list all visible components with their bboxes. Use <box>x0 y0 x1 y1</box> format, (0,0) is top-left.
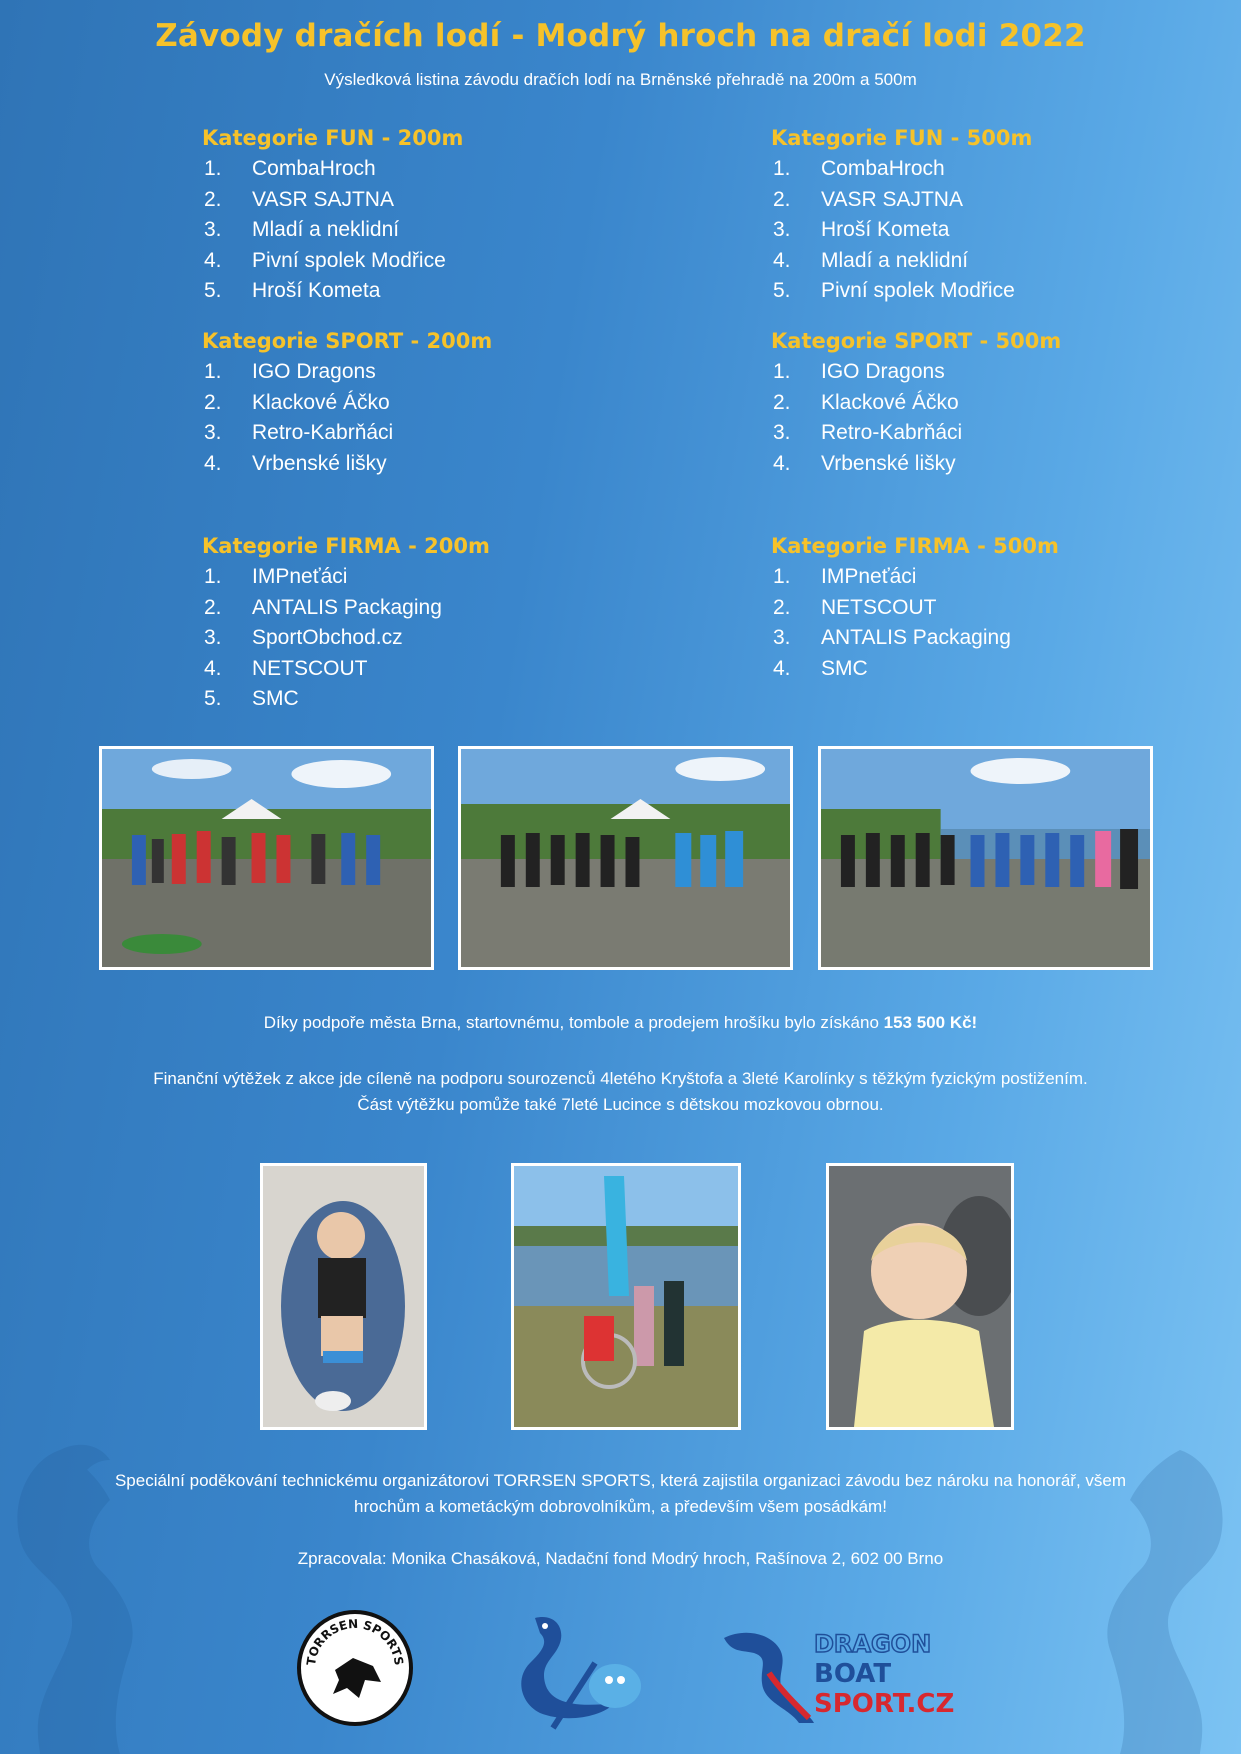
result-row <box>202 185 642 216</box>
support-sentence: Díky podpoře města Brna, startovnému, tombole a prodejem hrošíku bylo získáno <box>263 1013 884 1032</box>
team-name: CombaHroch <box>252 157 376 180</box>
rank: 5. <box>204 279 222 302</box>
team-name: IGO Dragons <box>821 360 945 383</box>
result-row <box>771 246 1211 277</box>
result-row <box>771 654 1211 685</box>
child-photo-girl <box>826 1163 1014 1430</box>
result-row <box>771 562 1211 593</box>
team-name: Vrbenské lišky <box>821 451 956 475</box>
team-name: IGO Dragons <box>252 360 376 383</box>
rank: 2. <box>204 390 222 414</box>
rank: 4. <box>773 248 791 272</box>
rank: 2. <box>204 595 222 619</box>
team-name: NETSCOUT <box>821 595 937 619</box>
rank: 5. <box>204 687 222 710</box>
result-row <box>202 684 642 715</box>
rank: 1. <box>204 157 222 180</box>
raised-amount: 153 500 Kč! <box>883 1013 978 1032</box>
result-row <box>202 154 642 185</box>
result-row <box>771 593 1211 624</box>
category-fun-200m <box>202 124 642 307</box>
team-name: Hroší Kometa <box>821 218 950 241</box>
result-row <box>771 418 1211 449</box>
category-title: Kategorie SPORT - 200m <box>202 329 493 353</box>
rank: 1. <box>204 565 222 588</box>
team-name: Mladí a neklidní <box>821 248 969 272</box>
results-list <box>202 562 642 715</box>
rank: 3. <box>773 626 791 649</box>
category-firma-500m <box>771 532 1211 684</box>
team-name: CombaHroch <box>821 157 945 180</box>
proceeds-line-1: Finanční výtěžek z akce jde cíleně na podporu sourozenců 4letého Kryštofa a 3leté Karolínky s těžkým fyzickým postižením. <box>153 1069 1088 1088</box>
result-row <box>202 388 642 419</box>
result-row <box>202 562 642 593</box>
team-name: VASR SAJTNA <box>252 187 394 211</box>
team-name: VASR SAJTNA <box>821 187 963 211</box>
rank: 3. <box>204 421 222 444</box>
team-name: SportObchod.cz <box>252 626 403 649</box>
team-name: Hroší Kometa <box>252 279 381 302</box>
result-row <box>202 623 642 654</box>
rank: 4. <box>204 451 222 475</box>
support-text <box>60 1010 1181 1036</box>
group-photo-1 <box>99 746 434 970</box>
team-name: SMC <box>821 656 868 680</box>
result-row <box>202 449 642 480</box>
child-photo-boy <box>260 1163 427 1430</box>
result-row <box>202 215 642 246</box>
result-row <box>202 593 642 624</box>
result-row <box>771 215 1211 246</box>
category-firma-200m <box>202 532 642 715</box>
thanks-line-2: hrochům a kometáckým dobrovolníkům, a především všem posádkám! <box>354 1497 887 1516</box>
team-name: IMPneťáci <box>252 565 348 588</box>
dbs-logo-line3: SPORT.CZ <box>814 1689 954 1719</box>
category-title: Kategorie FIRMA - 500m <box>771 534 1059 558</box>
team-name: Klackové Áčko <box>821 390 959 414</box>
result-row <box>202 357 642 388</box>
team-name: Pivní spolek Modřice <box>821 279 1015 302</box>
category-title: Kategorie FUN - 500m <box>771 126 1033 150</box>
thanks-line-1: Speciální poděkování technickému organizátorovi TORRSEN SPORTS, která zajistila organizaci závodu bez nároku na honorář, všem <box>114 1471 1127 1490</box>
proceeds-text <box>60 1066 1181 1118</box>
proceeds-line-2: Část výtěžku pomůže také 7leté Lucince s dětskou mozkovou obrnou. <box>357 1095 884 1114</box>
result-row <box>202 246 642 277</box>
dragon-boat-sport-logo <box>714 1618 954 1728</box>
category-fun-500m <box>771 124 1211 307</box>
rank: 3. <box>204 218 222 241</box>
rank: 4. <box>773 451 791 475</box>
result-row <box>771 388 1211 419</box>
rank: 2. <box>773 187 791 211</box>
rank: 1. <box>773 565 791 588</box>
category-title: Kategorie FIRMA - 200m <box>202 534 490 558</box>
rank: 2. <box>204 187 222 211</box>
result-row <box>771 276 1211 307</box>
result-row <box>202 654 642 685</box>
team-name: Klackové Áčko <box>252 390 390 414</box>
dbs-logo-line1: DRAGON <box>814 1630 932 1658</box>
results-list <box>202 154 642 307</box>
rank: 5. <box>773 279 791 302</box>
team-name: NETSCOUT <box>252 656 368 680</box>
result-row <box>202 418 642 449</box>
team-name: Mladí a neklidní <box>252 218 400 241</box>
results-list <box>771 154 1211 307</box>
team-name: Retro-Kabrňáci <box>252 421 394 444</box>
rank: 1. <box>773 360 791 383</box>
rank: 3. <box>204 626 222 649</box>
page-subtitle: Výsledková listina závodu dračích lodí na Brněnské přehradě na 200m a 500m <box>324 70 917 89</box>
rank: 1. <box>204 360 222 383</box>
team-name: IMPneťáci <box>821 565 917 588</box>
category-sport-200m <box>202 327 642 479</box>
result-row <box>771 357 1211 388</box>
results-list <box>771 357 1211 479</box>
torrsen-sports-logo <box>295 1608 415 1728</box>
child-photo-lake <box>511 1163 741 1430</box>
result-row <box>202 276 642 307</box>
rank: 3. <box>773 218 791 241</box>
category-title: Kategorie SPORT - 500m <box>771 329 1062 353</box>
category-sport-500m <box>771 327 1211 479</box>
rank: 4. <box>204 656 222 680</box>
category-title: Kategorie FUN - 200m <box>202 126 464 150</box>
group-photo-3 <box>818 746 1153 970</box>
result-row <box>771 154 1211 185</box>
team-name: Vrbenské lišky <box>252 451 387 475</box>
team-name: SMC <box>252 687 299 710</box>
page-title: Závody dračích lodí - Modrý hroch na dračí lodi 2022 <box>155 18 1086 54</box>
result-row <box>771 449 1211 480</box>
team-name: ANTALIS Packaging <box>821 626 1011 649</box>
rank: 2. <box>773 595 791 619</box>
rank: 1. <box>773 157 791 180</box>
torrsen-logo-text: TORRSEN SPORTS <box>303 1616 407 1667</box>
results-list <box>771 562 1211 684</box>
dbs-logo-line2: BOAT <box>814 1659 892 1689</box>
rank: 4. <box>773 656 791 680</box>
results-list <box>202 357 642 479</box>
team-name: ANTALIS Packaging <box>252 595 442 619</box>
rank: 4. <box>204 248 222 272</box>
modry-hroch-logo <box>505 1608 650 1733</box>
result-row <box>771 185 1211 216</box>
group-photo-2 <box>458 746 793 970</box>
rank: 3. <box>773 421 791 444</box>
author-text: Zpracovala: Monika Chasáková, Nadační fond Modrý hroch, Rašínova 2, 602 00 Brno <box>297 1549 944 1568</box>
team-name: Retro-Kabrňáci <box>821 421 963 444</box>
thanks-text <box>60 1468 1181 1520</box>
rank: 2. <box>773 390 791 414</box>
team-name: Pivní spolek Modřice <box>252 248 446 272</box>
result-row <box>771 623 1211 654</box>
